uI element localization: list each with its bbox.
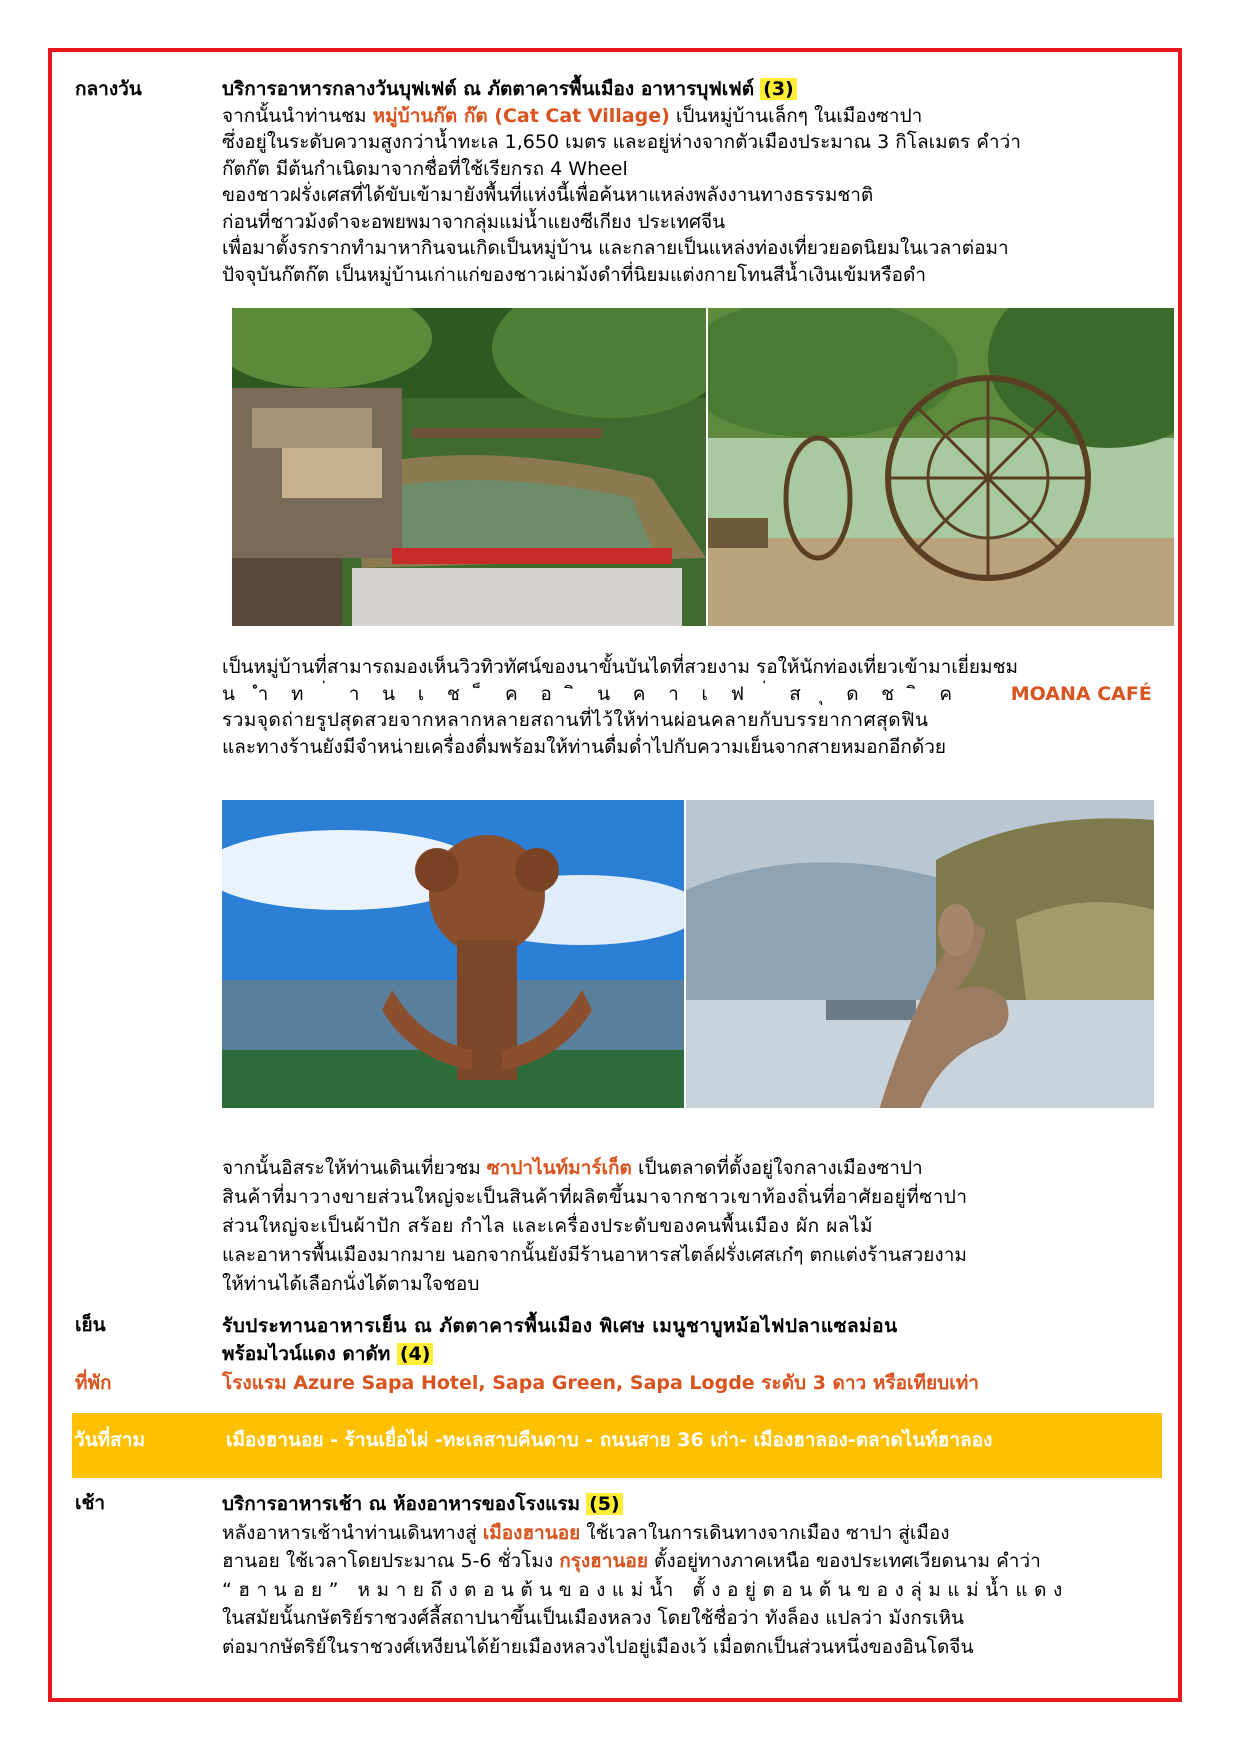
lunch-heading: บริการอาหารกลางวันบุฟเฟต์ ณ ภัตตาคารพื้นเมือง อาหารบุฟเฟต์ (3) [222, 76, 1162, 103]
night-market-intro: จากนั้นอิสระให้ท่านเดินเที่ยวชม ซาปาไนท์มาร์เก็ต เป็นตลาดที่ตั้งอยู่ใจกลางเมืองซาปา [222, 1157, 923, 1179]
hanoi-capital-name: กรุงฮานอย [559, 1550, 648, 1572]
cat-cat-line: ปัจจุบันก๊ตก๊ต เป็นหมู่บ้านเก่าแก่ของชาวเผ่าม้งดำที่นิยมแต่งกายโทนสีน้ำเงินเข้มหรือดำ [222, 263, 927, 286]
dinner-section [222, 1312, 1156, 1368]
lunch-section [222, 76, 1162, 288]
breakfast-line: ต่อมากษัตริย์ในราชวงศ์เหงียนได้ย้ายเมืองหลวงไปอยู่เมืองเว้ เมื่อตกเป็นส่วนหนึ่งของอินโดจีน [222, 1635, 974, 1658]
cat-cat-line: ของชาวฝรั่งเศสที่ได้ขับเข้ามายังพื้นที่แห่งนี้เพื่อค้นหาแหล่งพลังงานทางธรรมชาติ [222, 184, 874, 206]
cat-cat-line: เพื่อมาตั้งรกรากทำมาหากินจนเกิดเป็นหมู่บ้าน และกลายเป็นแหล่งท่องเที่ยวยอดนิยมในเวลาต่อมา [222, 237, 1009, 259]
meal-number-badge: (4) [397, 1343, 434, 1365]
night-market-line: สินค้าที่มาวางขายส่วนใหญ่จะเป็นสินค้าที่ผลิตขึ้นมาจากชาวเขาท้องถิ่นที่อาศัยอยู่ที่ซาปา [222, 1186, 968, 1208]
night-market-section [222, 1154, 1154, 1299]
moana-line: เป็นหมู่บ้านที่สามารถมองเห็นวิวทิวทัศน์ของนาขั้นบันไดที่สวยงาม รอให้นักท่องเที่ยวเข้ามาเยี่ยมชม [222, 656, 1019, 678]
night-market-line: ให้ท่านได้เลือกนั่งได้ตามใจชอบ [222, 1273, 480, 1295]
breakfast-line: ในสมัยนั้นกษัตริย์ราชวงศ์ลี้สถาปนาขึ้นเป็นเมืองหลวง โดยใช้ชื่อว่า ทังล็อง แปลว่า มังกรเหิน [222, 1607, 965, 1629]
giant-hand-photo [686, 800, 1154, 1108]
hanoi-city-name: เมืองฮานอย [482, 1521, 581, 1544]
hotel-label: ที่พัก [75, 1372, 112, 1394]
cat-cat-line: ก่อนที่ชาวม้งดำจะอพยพมาจากลุ่มแม่น้ำแยงซีเกียง ประเทศจีน [222, 210, 726, 233]
dinner-line-2: พร้อมไวน์แดง ดาดัท (4) [222, 1340, 1156, 1368]
cat-cat-line: ซึ่งอยู่ในระดับความสูงกว่าน้ำทะเล 1,650 เมตร และอยู่ห่างจากตัวเมืองประมาณ 3 กิโลเมตร คำว่า [222, 131, 1021, 153]
cat-cat-village-photo [232, 308, 706, 626]
moana-line-spaced: น ำ ท า น เ ช ค อ น ค า เ ฟ ส ด ช ค MOANA CAFÉ [222, 681, 1152, 708]
night-market-line: และอาหารพื้นเมืองมากมาย นอกจากนั้นยังมีร้านอาหารสไตล์ฝรั่งเศสเก๋ๆ ตกแต่งร้านสวยงาม [222, 1244, 967, 1266]
moana-cafe-name: MOANA CAFÉ [1010, 682, 1152, 705]
moana-line: และทางร้านยังมีจำหน่ายเครื่องดื่มพร้อมให้ท่านดื่มด่ำไปกับความเย็นจากสายหมอกอีกด้วย [222, 735, 947, 758]
cat-cat-intro: จากนั้นนำท่านชม หมู่บ้านก๊ต ก๊ต (Cat Cat Village) เป็นหมู่บ้านเล็กๆ ในเมืองซาปา [222, 104, 923, 127]
breakfast-heading: บริการอาหารเช้า ณ ห้องอาหารของโรงแรม (5) [222, 1490, 1156, 1519]
moana-cafe-section [222, 654, 1152, 760]
meal-number-badge: (3) [760, 78, 797, 100]
moana-statue-photo [222, 800, 684, 1108]
meal-number-badge: (5) [586, 1493, 623, 1515]
dinner-line: รับประทานอาหารเย็น ณ ภัตตาคารพื้นเมือง พิเศษ เมนูชาบูหม้อไฟปลาแซลม่อน [222, 1315, 898, 1337]
night-market-name: ซาปาไนท์มาร์เก็ต [486, 1157, 632, 1179]
breakfast-line: “ฮานอย” หมายถึงตอนต้นของแม่น้ำ ตั้งอยู่ตอนต้นของลุ่มแม่น้ำแดง [222, 1578, 1069, 1601]
day-three-route: เมืองฮานอย - ร้านเยื่อไผ่ -ทะเลสาบคืนดาบ - ถนนสาย 36 เก่า- เมืองฮาลอง-ตลาดไนท์ฮาลอง [226, 1429, 993, 1451]
dinner-label: เย็น [75, 1314, 106, 1336]
day-three-band [72, 1413, 1162, 1478]
cat-cat-village-name: หมู่บ้านก๊ต ก๊ต (Cat Cat Village) [372, 104, 670, 127]
night-market-line: ส่วนใหญ่จะเป็นผ้าปัก สร้อย กำไล และเครื่องประดับของคนพื้นเมือง ผัก ผลไม้ [222, 1215, 874, 1237]
day-three-label: วันที่สาม [74, 1429, 145, 1451]
lunch-label: กลางวัน [75, 78, 142, 100]
breakfast-section [222, 1490, 1156, 1661]
cat-cat-line: ก๊ตก๊ต มีต้นกำเนิดมาจากชื่อที่ใช้เรียกรถ 4 Wheel [222, 157, 628, 180]
moana-line: รวมจุดถ่ายรูปสุดสวยจากหลากหลายสถานที่ไว้ให้ท่านผ่อนคลายกับบรรยากาศสุดฟิน [222, 709, 929, 731]
breakfast-label: เช้า [75, 1492, 106, 1514]
breakfast-line: หลังอาหารเช้านำท่านเดินทางสู่ เมืองฮานอย ใช้เวลาในการเดินทางจากเมือง ซาปา สู่เมือง [222, 1521, 950, 1544]
breakfast-line: ฮานอย ใช้เวลาโดยประมาณ 5-6 ชั่วโมง กรุงฮานอย ตั้งอยู่ทางภาคเหนือ ของประเทศเวียดนาม คำว่า [222, 1550, 1041, 1572]
water-wheel-photo [708, 308, 1174, 626]
hotel-text: โรงแรม Azure Sapa Hotel, Sapa Green, Sapa Logde ระดับ 3 ดาว หรือเทียบเท่า [222, 1372, 979, 1394]
